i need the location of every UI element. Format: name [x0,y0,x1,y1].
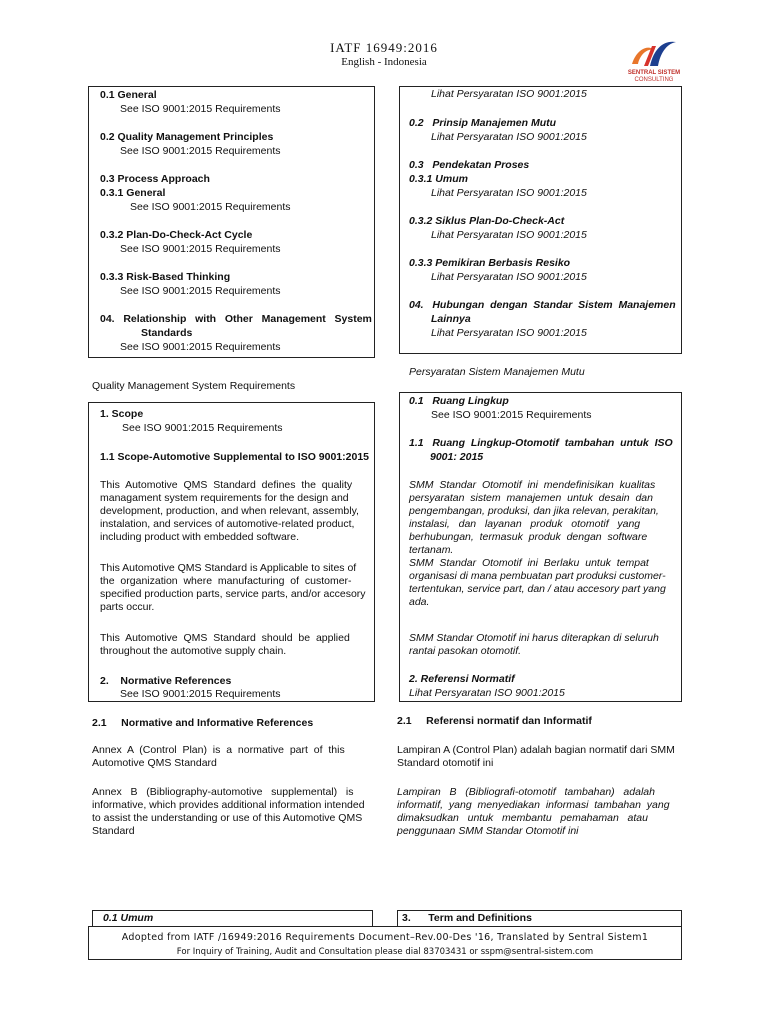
heading-0-3-1: 0.3.1 General [100,187,166,199]
text-line: pengembangan, produksi, dan jika relevan, perakitan, [409,505,659,517]
scope-paragraph-2 [100,562,368,614]
text-line: managament system requirements for the design and [100,492,349,504]
heading-r-0-2: 0.2 Prinsip Manajemen Mutu [409,117,557,129]
heading-1-1: 1.1 Scope-Automotive Supplemental to ISO 9001:2015 [100,451,369,463]
text-line: development, production, and when relevant, assembly, [100,505,359,517]
ref-0-3-3: See ISO 9001:2015 Requirements [120,285,281,297]
text-line: Automotive QMS Standard [92,757,217,769]
text-line: Annex A (Control Plan) is a normative part of this [92,744,345,756]
text-line: Annex B (Bibliography-automotive supplemental) is [92,786,354,798]
ref-r-0-3-1: Lihat Persyaratan ISO 9001:2015 [431,187,587,199]
document-subtitle: English - Indonesia [341,56,427,68]
text-line: Lampiran A (Control Plan) adalah bagian normatif dari SMM [397,744,675,756]
ref-r-0-2: Lihat Persyaratan ISO 9001:2015 [431,131,587,143]
ref-04: See ISO 9001:2015 Requirements [120,341,281,353]
text-line: dimaksudkan untuk membantu pemahaman atau [397,812,648,824]
text-line: SMM Standar Otomotif ini harus diterapkan di seluruh [409,632,659,644]
ref-r-2-referensi: Lihat Persyaratan ISO 9001:2015 [409,687,565,699]
text-line: SMM Standar Otomotif ini mendefinisikan kualitas [409,479,656,491]
text-line: informative, which provides additional information intended [92,799,365,811]
text-line: rantai pasokan otomotif. [409,645,522,657]
qms-requirements-heading-id: Persyaratan Sistem Manajemen Mutu [409,366,585,378]
right-intro-box [399,86,682,354]
ref-2-normative: See ISO 9001:2015 Requirements [120,688,281,700]
logo-line-2: CONSULTING [634,77,674,83]
document-title: IATF 16949:2016 [330,40,438,55]
logo-caption [612,70,696,84]
heading-r-04-line2: Lainnya [431,313,471,325]
ref-1-scope: See ISO 9001:2015 Requirements [122,422,283,434]
text-line: throughout the automotive supply chain. [100,645,287,657]
ref-r-0-3-2: Lihat Persyaratan ISO 9001:2015 [431,229,587,241]
text-line: This Automotive QMS Standard should be applied [100,632,350,644]
footer-credit: Adopted from IATF /16949:2016 Requirements Document–Rev.00-Des '16, Translated by Sentral Sistem1 [121,932,649,943]
heading-04-line2: Standards [141,327,193,339]
logo-line-1: SENTRAL SISTEM [627,70,681,76]
lampiran-b-paragraph [397,786,679,838]
heading-r-0-3-2: 0.3.2 Siklus Plan-Do-Check-Act [409,215,565,227]
right-bottom-box [397,910,682,927]
left-bottom-box [92,910,373,927]
text-line: informatif, yang menyediakan informasi tambahan yang [397,799,670,811]
text-line: organisasi di mana pembuatan part produksi customer- [409,570,666,582]
heading-2-normative: 2. Normative References [100,675,232,687]
scope-paragraph-3 [100,632,368,658]
scope-paragraph-id-2 [409,632,675,658]
text-line: This Automotive QMS Standard defines the quality [100,479,353,491]
annex-b-paragraph [92,786,370,838]
ref-0-2: See ISO 9001:2015 Requirements [120,145,281,157]
annex-a-paragraph [92,744,370,770]
heading-2-1: 2.1 Normative and Informative References [92,717,314,729]
ref-0-3-1: See ISO 9001:2015 Requirements [130,201,291,213]
text-line: specified production parts, service parts, and/or accesory [100,588,366,600]
text-line: the organization where manufacturing of customer- [100,575,352,587]
text-line: Lampiran B (Bibliografi-otomotif tambahan) adalah [397,786,655,798]
left-intro-box [88,86,375,358]
scope-paragraph-1 [100,479,368,544]
text-line: SMM Standar Otomotif ini Berlaku untuk tempat [409,557,649,569]
ref-r-0-3-3: Lihat Persyaratan ISO 9001:2015 [431,271,587,283]
heading-r-2-1: 2.1 Referensi normatif dan Informatif [397,715,592,727]
text-line: ada. [409,596,430,608]
heading-0-2: 0.2 Quality Management Principles [100,131,274,143]
text-line: Standard [92,825,135,837]
text-line: Standard otomotif ini [397,757,494,769]
lampiran-a-paragraph [397,744,679,770]
heading-3-terms: 3. Term and Definitions [402,912,532,924]
scope-paragraph-id-1 [409,479,675,609]
text-line: instalasi, dan layanan produk otomotif yang [409,518,641,530]
heading-r-0-3-1: 0.3.1 Umum [409,173,468,185]
heading-r-2-referensi: 2. Referensi Normatif [409,673,515,685]
ref-0-1: See ISO 9001:2015 Requirements [120,103,281,115]
text-line: instalation, and services of automotive-related product, [100,518,355,530]
qms-requirements-heading: Quality Management System Requirements [92,380,296,392]
heading-1-scope: 1. Scope [100,408,144,420]
footer-contact: For Inquiry of Training, Audit and Consultation please dial 83703431 or sspm@sentral-sistem.com [176,947,594,957]
heading-r-04-line1: 04. Hubungan dengan Standar Sistem Manajemen [409,299,676,311]
heading-r-ruang-lingkup: 0.1 Ruang Lingkup [409,395,509,407]
right-scope-box [399,392,682,702]
text-line: berhubungan, termasuk produk dengan software [409,531,648,543]
heading-r-1-1-line2: 9001: 2015 [430,451,484,463]
text-line: including product with embedded software. [100,531,300,543]
heading-r-0-3-3: 0.3.3 Pemikiran Berbasis Resiko [409,257,571,269]
heading-0-1-umum: 0.1 Umum [103,912,154,924]
ref-r-0-1: Lihat Persyaratan ISO 9001:2015 [431,88,587,100]
text-line: parts occur. [100,601,155,613]
left-scope-box [88,402,375,702]
ref-r-ruang-lingkup: See ISO 9001:2015 Requirements [431,409,592,421]
heading-0-3-2: 0.3.2 Plan-Do-Check-Act Cycle [100,229,253,241]
heading-0-1: 0.1 General [100,89,157,101]
text-line: to assist the understanding or use of this Automotive QMS [92,812,363,824]
text-line: This Automotive QMS Standard is Applicable to sites of [100,562,357,574]
text-line: persyaratan sistem manajemen untuk desain dan [409,492,653,504]
text-line: tertentukan, service part, dan / atau accesory part yang [409,583,666,595]
heading-r-1-1-line1: 1.1 Ruang Lingkup-Otomotif tambahan untuk ISO [409,437,673,449]
heading-0-3-3: 0.3.3 Risk-Based Thinking [100,271,231,283]
heading-0-3: 0.3 Process Approach [100,173,210,185]
ref-r-04: Lihat Persyaratan ISO 9001:2015 [431,327,587,339]
text-line: tertanam. [409,544,454,556]
ref-0-3-2: See ISO 9001:2015 Requirements [120,243,281,255]
text-line: penggunaan SMM Standar Otomotif ini [397,825,579,837]
heading-r-0-3: 0.3 Pendekatan Proses [409,159,530,171]
heading-04-line1: 04. Relationship with Other Management System [100,313,372,325]
